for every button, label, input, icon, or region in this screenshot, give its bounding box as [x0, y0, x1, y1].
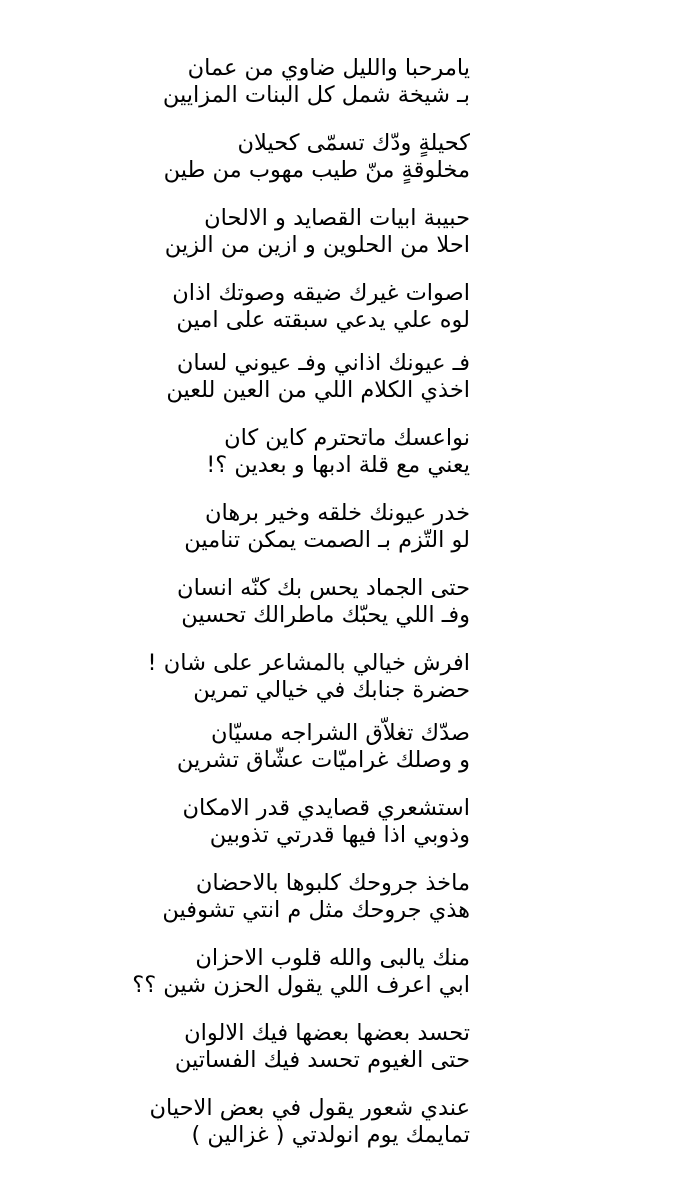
verse-line: احلا من الحلوين و ازين من الزين [164, 232, 470, 258]
verse-line: مخلوقةٍ منّ طيب مهوب من طين [163, 157, 470, 183]
stanza [50, 720, 470, 774]
verse-line: ابي اعرف اللي يقول الحزن شين ؟؟ [132, 972, 470, 998]
verse-line: و وصلك غراميّات عشّاق تشرين [176, 747, 470, 773]
verse-line: خدر عيونك خلقه وخير برهان [205, 500, 470, 526]
stanza [50, 1095, 470, 1149]
verse-line: فـ عيونك اذاني وفـ عيوني لسان [176, 350, 470, 376]
stanza [50, 55, 470, 109]
verse-line: وذوبي اذا فيها قدرتي تذوبين [209, 822, 470, 848]
verse-line: اخذي الكلام اللي من العين للعين [166, 377, 470, 403]
stanza [50, 350, 470, 404]
verse-line: عندي شعور يقول في بعض الاحيان [149, 1095, 470, 1121]
verse-line: حتى الجماد يحس بك كنّه انسان [177, 575, 470, 601]
stanza [50, 870, 470, 924]
verse-line: منك يالبى والله قلوب الاحزان [195, 945, 470, 971]
stanza [50, 575, 470, 629]
stanza [50, 280, 470, 334]
verse-line: استشعري قصايدي قدر الامكان [182, 795, 470, 821]
verse-line: لو التّزم بـ الصمت يمكن تنامين [184, 527, 470, 553]
verse-line: افرش خيالي بالمشاعر على شان ! [147, 650, 470, 676]
stanza [50, 205, 470, 259]
verse-line: حضرة جنابك في خيالي تمرين [193, 677, 470, 703]
verse-line: لوه علي يدعي سبقته على امين [176, 307, 470, 333]
stanza [50, 500, 470, 554]
verse-line: حبيبة ابيات القصايد و الالحان [204, 205, 470, 231]
stanza [50, 425, 470, 479]
stanza [50, 945, 470, 999]
verse-line: يعني مع قلة ادبها و بعدين ؟! [206, 452, 470, 478]
verse-line: تحسد بعضها بعضها فيك الالوان [184, 1020, 470, 1046]
verse-line: يامرحبا والليل ضاوي من عمان [187, 55, 470, 81]
verse-line: تمايمك يوم انولدتي ( غزالين ) [191, 1122, 470, 1148]
verse-line: نواعسك ماتحترم كاين كان [224, 425, 470, 451]
stanza [50, 795, 470, 849]
verse-line: حتى الغيوم تحسد فيك الفساتين [174, 1047, 470, 1073]
verse-line: اصوات غيرك ضيقه وصوتك اذان [172, 280, 470, 306]
verse-line: ماخذ جروحك كلبوها بالاحضان [195, 870, 470, 896]
verse-line: هذي جروحك مثل م انتي تشوفين [162, 897, 470, 923]
stanza [50, 130, 470, 184]
stanza [50, 1020, 470, 1074]
stanza [50, 650, 470, 704]
verse-line: صدّك تغلاّق الشراجه مسيّان [210, 720, 470, 746]
verse-line: بـ شيخة شمل كل البنات المزايين [162, 82, 470, 108]
verse-line: كحيلةٍ ودّك تسمّى كحيلان [237, 130, 470, 156]
verse-line: وفـ اللي يحبّك ماطرالك تحسين [181, 602, 470, 628]
